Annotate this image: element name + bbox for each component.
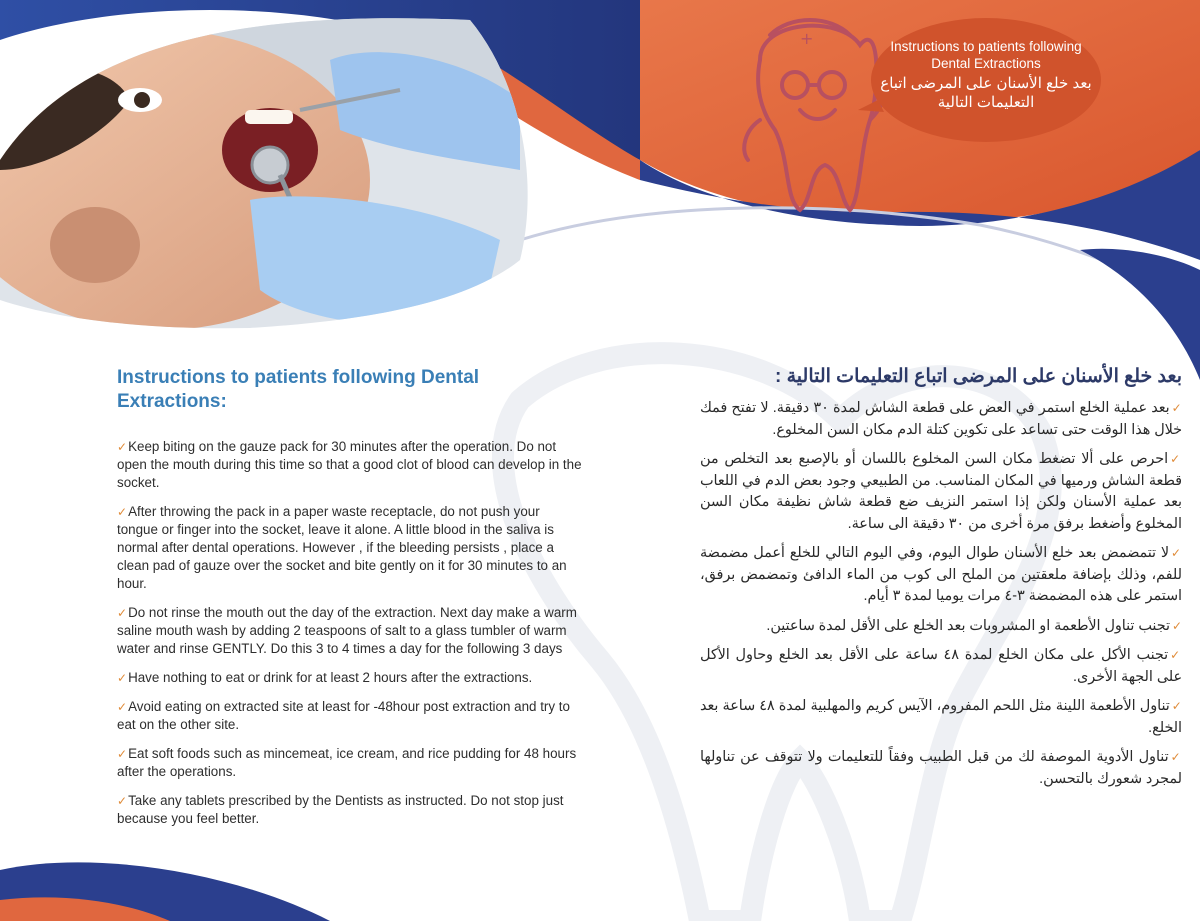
- list-item: ✓After throwing the pack in a paper waste receptacle, do not push your tongue or finger into the socket, leave it alone. A little blood in the saliva is normal after dental operations. However , if the bleeding persists , place a clean pad of gauze over the socket and bite gently on it for 30 minutes to an hour.: [117, 504, 567, 591]
- arabic-instructions: [700, 364, 1182, 798]
- list-item: ✓تناول الأطعمة اللينة مثل اللحم المفروم، الآيس كريم والمهلبية لمدة ٤٨ ساعة بعد الخلع.: [700, 698, 1182, 736]
- list-item: ✓Do not rinse the mouth out the day of the extraction. Next day make a warm saline mouth wash by adding 2 teaspoons of salt to a glass tumbler of warm water and rinse GENTLY. Do this 3 to 4 times a day for the following 3 days: [117, 605, 577, 656]
- check-icon: ✓: [117, 606, 128, 620]
- check-icon: ✓: [1170, 648, 1183, 662]
- list-item: ✓Keep biting on the gauze pack for 30 minutes after the operation. Do not open the mouth during this time so that a good clot of blood can develop in the socket.: [117, 439, 582, 490]
- list-item: ✓Avoid eating on extracted site at least for -48hour post extraction and try to eat on the other site.: [117, 699, 570, 732]
- list-item: ✓تجنب الأكل على مكان الخلع لمدة ٤٨ ساعة على الأقل بعد الخلع وحاول الأكل على الجهة الأخرى.: [700, 647, 1183, 685]
- english-title: Instructions to patients following Dental Extractions:: [117, 367, 480, 412]
- list-item: ✓Eat soft foods such as mincemeat, ice cream, and rice pudding for 48 hours after the operations.: [117, 746, 577, 779]
- arabic-instruction-list: [700, 398, 1182, 790]
- check-icon: ✓: [1171, 401, 1182, 415]
- check-icon: ✓: [1171, 699, 1182, 713]
- arabic-title: بعد خلع الأسنان على المرضى اتباع التعليمات التالية :: [775, 366, 1182, 387]
- check-icon: ✓: [1171, 546, 1182, 560]
- list-item: ✓تجنب تناول الأطعمة او المشروبات بعد الخلع على الأقل لمدة ساعتين.: [766, 617, 1182, 634]
- list-item: ✓احرص على ألا تضغط مكان السن المخلوع باللسان أو بالإصبع بعد التخلص من قطعة الشاش ورميها في المكان المناسب. من الطبيعي وجود بعض الدم في اللعاب بعد عملية الأسنان ولكن إذا استمر النزيف ضع قطعة شاش نظيفة مكان السن المخلوع وأضغط برفق مرة أخرى من ٣٠ دقيقة الى ساعة.: [700, 451, 1182, 532]
- check-icon: ✓: [117, 747, 128, 761]
- english-instruction-list: [117, 438, 582, 828]
- dental-photo: [0, 0, 560, 340]
- navy-wave-right: [1080, 249, 1200, 380]
- check-icon: ✓: [117, 505, 128, 519]
- check-icon: ✓: [117, 671, 128, 685]
- check-icon: ✓: [1171, 618, 1182, 633]
- list-item: ✓بعد عملية الخلع استمر في العض على قطعة الشاش لمدة ٣٠ دقيقة. لا تفتح فمك خلال هذا الوقت حتى تساعد على تكوين كتلة الدم مكان السن المخلوع.: [700, 400, 1182, 438]
- check-icon: ✓: [1170, 452, 1182, 466]
- english-instructions: [117, 366, 582, 839]
- check-icon: ✓: [117, 700, 128, 714]
- speech-bubble-text: [872, 18, 1100, 142]
- mascot-cap-cross: +: [800, 29, 814, 48]
- swoosh-line-1: [480, 227, 1200, 361]
- list-item: ✓لا تتمضمض بعد خلع الأسنان طوال اليوم، وفي اليوم التالي للخلع أعمل مضمضة للفم، وذلك بإضافة ملعقتين من الملح الى كوب من الماء الدافئ وتمضمض برفق، استمر على هذه المضمضة ٣-٤ مرات يوميا لمدة ٣ أيام.: [700, 545, 1182, 604]
- list-item: ✓Take any tablets prescribed by the Dentists as instructed. Do not stop just because you feel better.: [117, 793, 564, 826]
- list-item: ✓Have nothing to eat or drink for at least 2 hours after the extractions.: [117, 670, 533, 685]
- check-icon: ✓: [1170, 750, 1182, 764]
- bubble-english-text: Instructions to patients following Dental Extractions: [890, 39, 1082, 71]
- bubble-arabic-text: بعد خلع الأسنان على المرضى اتباع التعليمات التالية: [880, 75, 1092, 111]
- check-icon: ✓: [117, 794, 128, 808]
- check-icon: ✓: [117, 440, 128, 454]
- list-item: ✓تناول الأدوية الموصفة لك من قبل الطبيب وفقاً للتعليمات ولا تتوقف عن تناولها لمجرد شعورك بالتحسن.: [700, 749, 1182, 787]
